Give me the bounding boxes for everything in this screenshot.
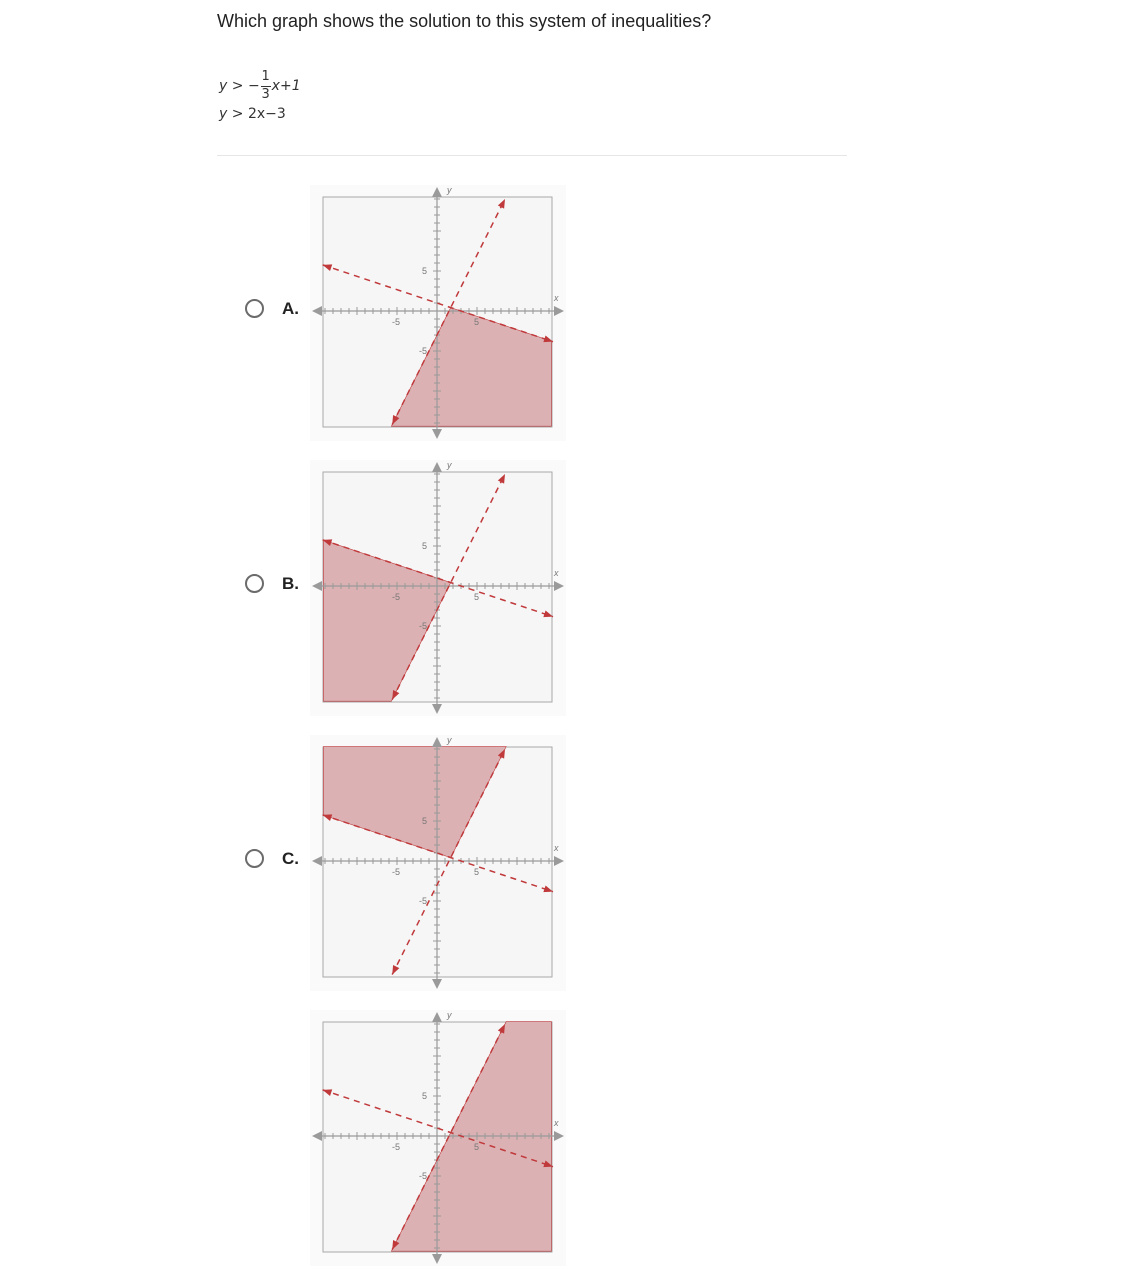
x-tick-label-5: 5 (474, 1142, 480, 1152)
y-tick-label-5: 5 (422, 266, 428, 276)
x-tick-label-neg5: -5 (392, 1142, 401, 1152)
y-tick-label-neg5: -5 (419, 896, 428, 906)
option-d[interactable] (243, 1010, 573, 1270)
x-tick-label-neg5: -5 (392, 317, 401, 327)
y-axis-label: y (447, 185, 452, 195)
option-c[interactable] (243, 735, 573, 995)
radio-button[interactable] (245, 574, 264, 593)
graph-c (310, 735, 566, 991)
y-axis-label: y (447, 735, 452, 745)
y-tick-label-neg5: -5 (419, 621, 428, 631)
graph-b (310, 460, 566, 716)
radio-button[interactable] (245, 849, 264, 868)
inequality-2: y > 2x−3 (219, 106, 286, 122)
x-axis-label: x (554, 568, 559, 578)
x-axis-label: x (554, 843, 559, 853)
y-tick-label-5: 5 (422, 541, 428, 551)
y-tick-label-neg5: -5 (419, 346, 428, 356)
y-tick-label-5: 5 (422, 816, 428, 826)
radio-button[interactable] (245, 299, 264, 318)
x-axis-label: x (554, 293, 559, 303)
graph-a (310, 185, 566, 441)
option-label: B. (282, 574, 299, 593)
option-label: A. (282, 299, 299, 318)
y-axis-label: y (447, 460, 452, 470)
x-tick-label-neg5: -5 (392, 592, 401, 602)
y-axis-label: y (447, 1010, 452, 1020)
fraction-one-third: $\frac{1}{3}$ (261, 69, 270, 102)
y-tick-label-neg5: -5 (419, 1171, 428, 1181)
option-a[interactable] (243, 185, 573, 445)
option-label: C. (282, 849, 299, 868)
divider (217, 155, 847, 156)
x-tick-label-neg5: -5 (392, 867, 401, 877)
x-axis-label: x (554, 1118, 559, 1128)
graph-d (310, 1010, 566, 1266)
x-tick-label-5: 5 (474, 867, 480, 877)
y-tick-label-5: 5 (422, 1091, 428, 1101)
x-tick-label-5: 5 (474, 317, 480, 327)
option-b[interactable] (243, 460, 573, 720)
x-tick-label-5: 5 (474, 592, 480, 602)
inequality-1: y > − $\frac{1}{3}$ x+1 (219, 69, 301, 102)
question-text: Which graph shows the solution to this system of inequalities? (217, 11, 712, 31)
